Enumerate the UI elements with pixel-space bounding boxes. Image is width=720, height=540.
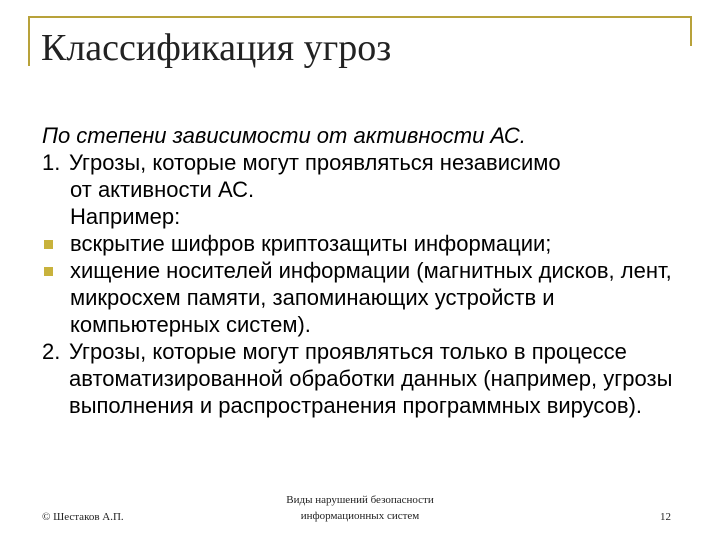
lead-text: По степени зависимости от активности АС. <box>42 123 526 148</box>
slide-content <box>42 122 692 419</box>
bullet-text: вскрытие шифров криптозащиты информации; <box>70 231 552 256</box>
page-number: 12 <box>660 511 671 523</box>
frame-left-line <box>28 16 30 66</box>
footer-author: © Шестаков А.П. <box>42 511 124 523</box>
square-bullet-icon <box>42 230 70 257</box>
bullet-item-2 <box>42 257 692 338</box>
slide-title: Классификация угроз <box>41 27 392 69</box>
item-text: Угрозы, которые могут проявляться только в процессе автоматизированной обработки данных (например, угрозы выполнения и распространения программных вирусов). <box>69 339 673 418</box>
item-text: Угрозы, которые могут проявляться независимо <box>69 150 561 175</box>
list-item-1 <box>42 149 692 176</box>
example-label: Например: <box>70 204 181 229</box>
bullet-item-1 <box>42 230 692 257</box>
frame-top-line <box>28 16 692 18</box>
square-bullet-icon <box>42 257 70 338</box>
frame-right-line <box>690 16 692 46</box>
item-number: 2. <box>42 339 61 364</box>
footer-topic <box>270 492 450 524</box>
footer-topic-line2: информационных систем <box>300 510 420 522</box>
item-number: 1. <box>42 150 61 175</box>
bullet-text: хищение носителей информации (магнитных дисков, лент, микросхем памяти, запоминающих устройств и компьютерных систем). <box>70 258 672 337</box>
item-continuation: от активности АС. <box>70 177 255 202</box>
list-item-2 <box>42 338 692 419</box>
footer-topic-line1: Виды нарушений безопасности <box>286 494 434 506</box>
